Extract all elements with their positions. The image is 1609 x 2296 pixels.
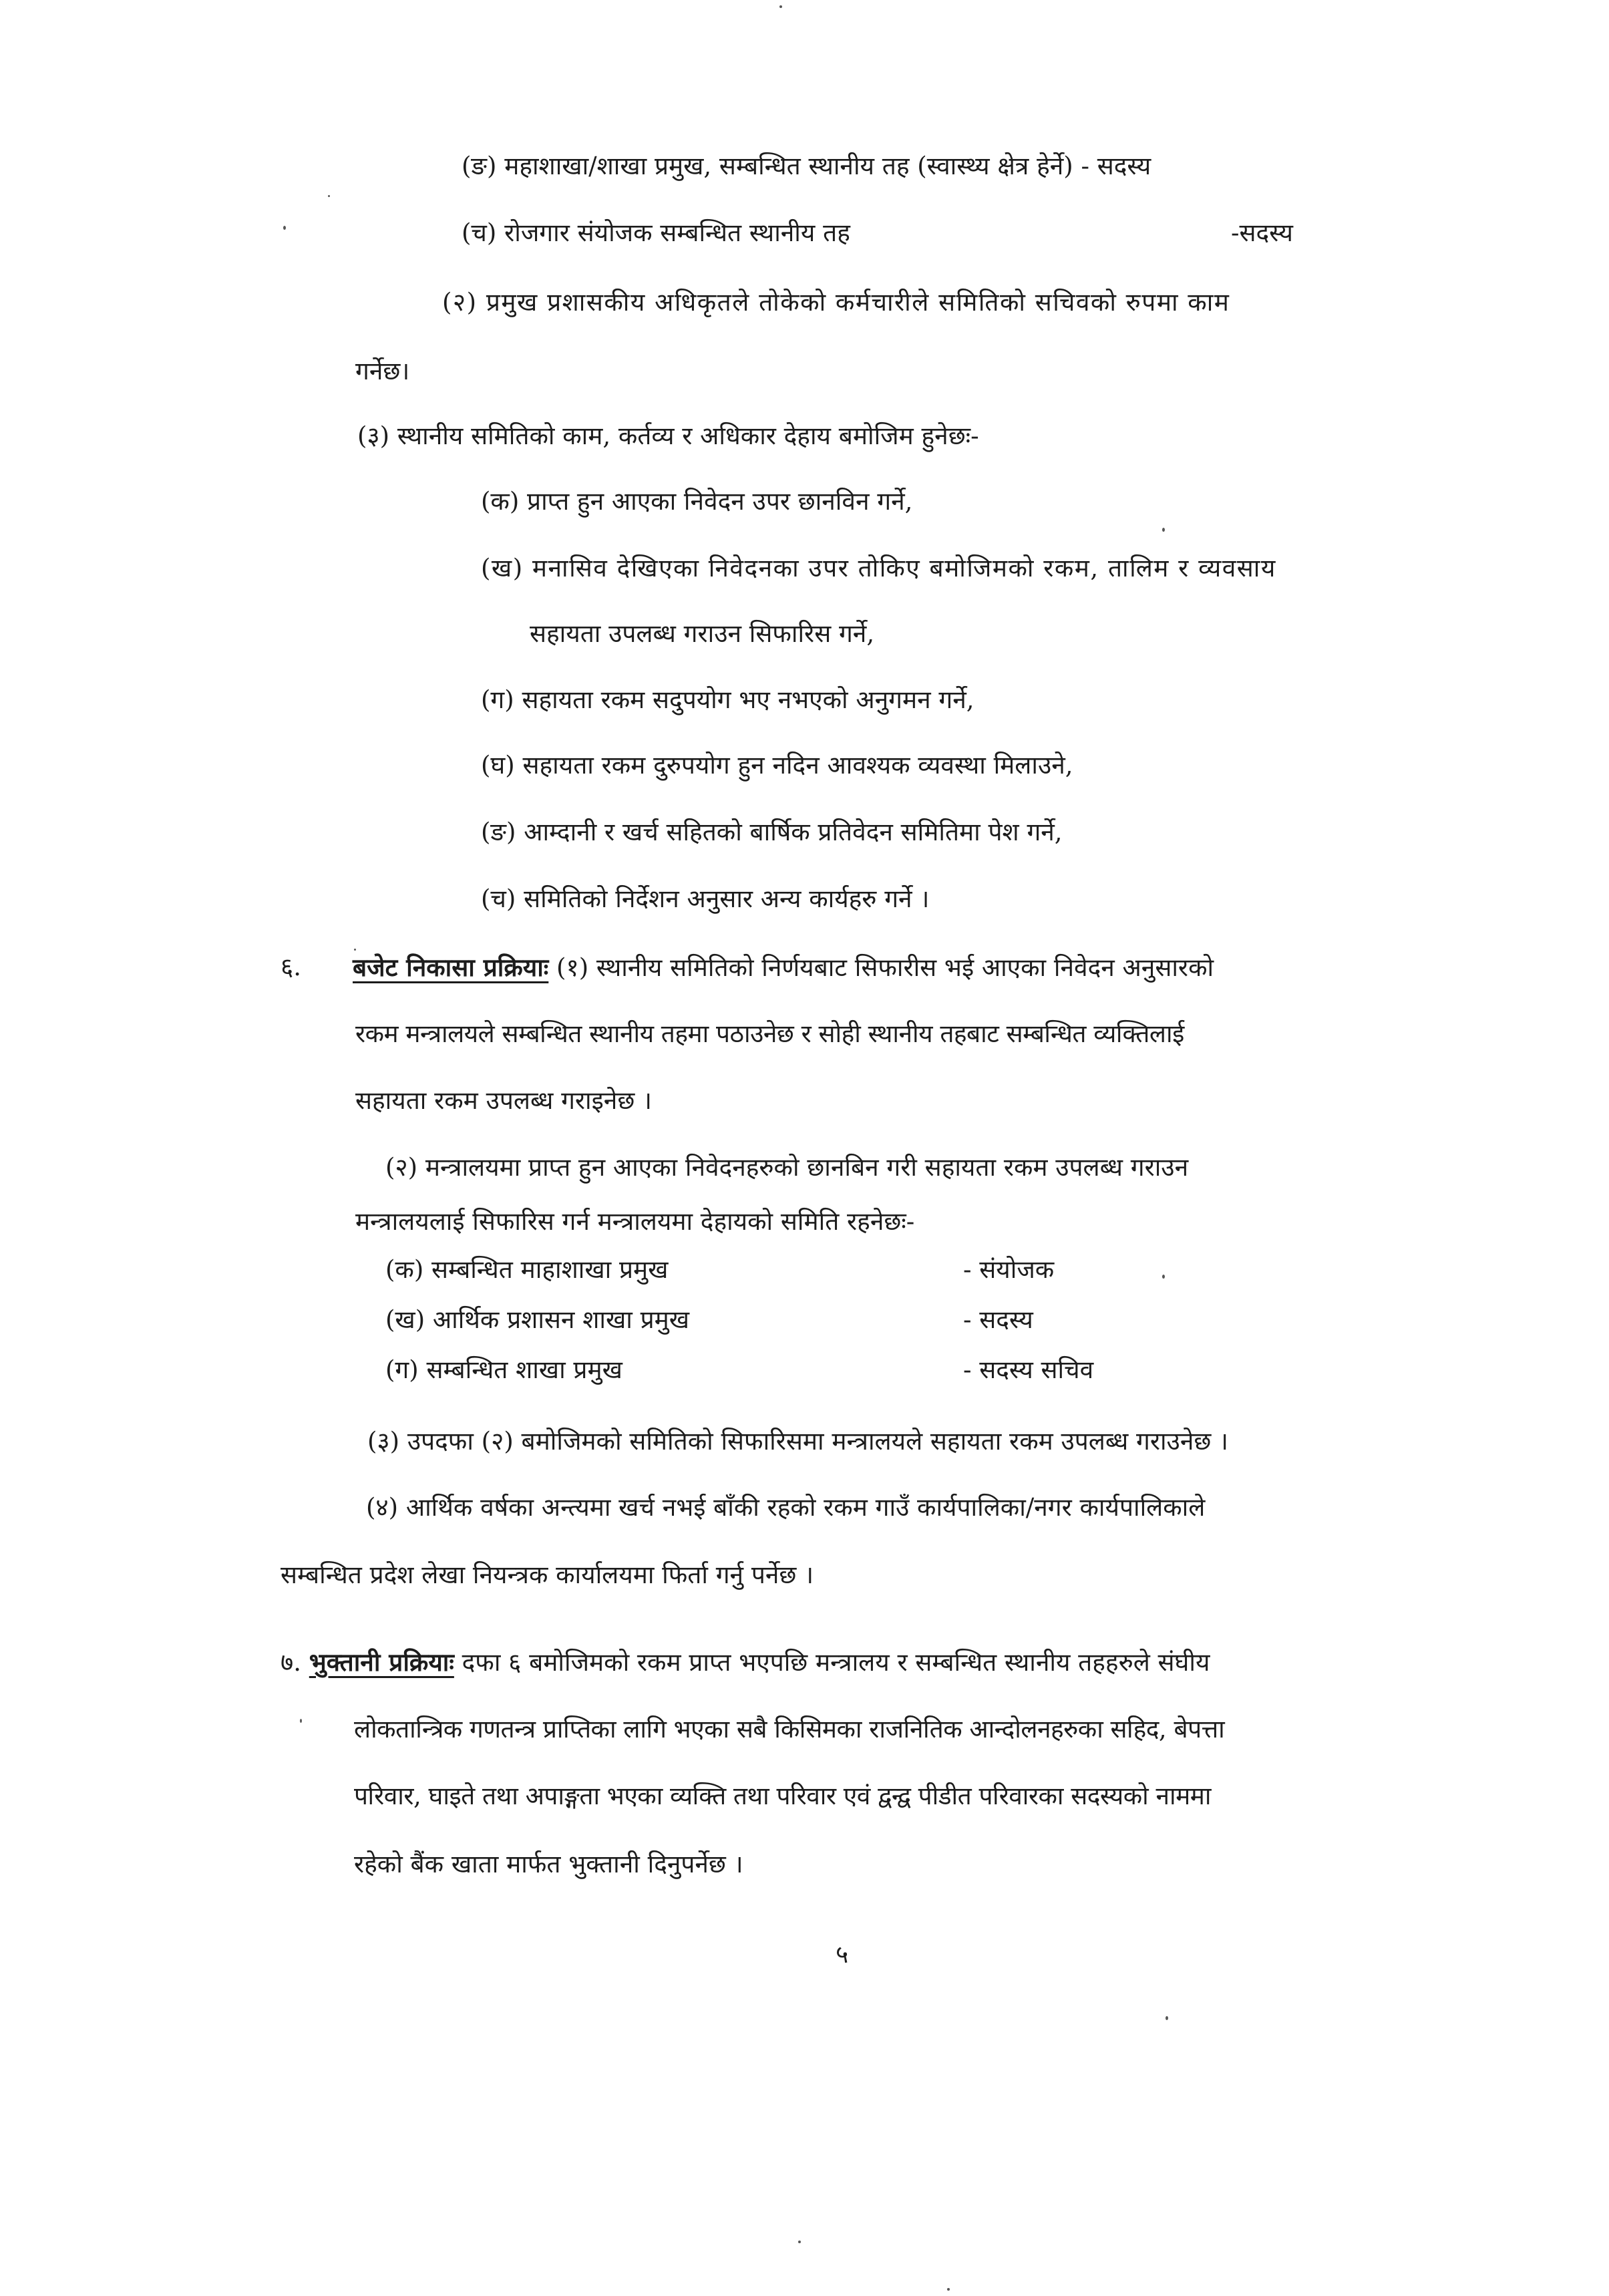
scan-speck (283, 226, 286, 230)
duty-cha: (च) समितिको निर्देशन अनुसार अन्य कार्यहरु गर्ने । (481, 884, 930, 913)
section-7-heading: भुक्तानी प्रक्रियाः (309, 1647, 454, 1677)
section-7-text-line4: रहेको बैंक खाता मार्फत भुक्तानी दिनुपर्नेछ । (354, 1850, 743, 1878)
page-number: ५ (836, 1940, 849, 1969)
committee-member-role: - सदस्य सचिव (963, 1355, 1094, 1384)
duty-gha: (घ) सहायता रकम दुरुपयोग हुन नदिन आवश्यक व्यवस्था मिलाउने, (481, 751, 1073, 780)
duty-ka: (क) प्राप्त हुन आएका निवेदन उपर छानविन गर्ने, (481, 487, 913, 516)
scan-speck (1162, 528, 1165, 532)
section-6-sub2-line1: (२) मन्त्रालयमा प्राप्त हुन आएका निवेदनहरुको छानबिन गरी सहायता रकम उपलब्ध गराउन (385, 1153, 1189, 1182)
clause-nga-member: (ङ) महाशाखा/शाखा प्रमुख, सम्बन्धित स्थानीय तह (स्वास्थ्य क्षेत्र हेर्ने) - सदस्य (462, 152, 1151, 180)
scan-speck (798, 2241, 801, 2243)
subclause-3-intro: (३) स्थानीय समितिको काम, कर्तव्य र अधिकार देहाय बमोजिम हुनेछः- (357, 422, 979, 450)
subclause-2-line1: (२) प्रमुख प्रशासकीय अधिकृतले तोकेको कर्मचारीले समितिको सचिवको रुपमा काम (442, 288, 1230, 317)
scan-speck (300, 1719, 302, 1723)
section-6-sub2-line2: मन्त्रालयलाई सिफारिस गर्न मन्त्रालयमा देहायको समिति रहनेछः- (355, 1207, 915, 1236)
section-7-line1 (281, 1648, 1210, 1677)
duty-nga: (ङ) आम्दानी र खर्च सहितको बार्षिक प्रतिवेदन समितिमा पेश गर्ने, (481, 818, 1063, 846)
section-7-text-line1: दफा ६ बमोजिमको रकम प्राप्त भएपछि मन्त्रालय र सम्बन्धित स्थानीय तहहरुले संघीय (462, 1648, 1210, 1677)
committee-member-label: (ख) आर्थिक प्रशासन शाखा प्रमुख (385, 1305, 690, 1334)
scan-speck (947, 2288, 950, 2291)
subclause-2-line2: गर्नेछ। (355, 357, 410, 385)
section-6-text-line1: (१) स्थानीय समितिको निर्णयबाट सिफारीस भई आएका निवेदन अनुसारको (556, 953, 1214, 982)
scan-speck (1166, 2016, 1168, 2020)
section-6-sub4-line1: (४) आर्थिक वर्षका अन्त्यमा खर्च नभई बाँकी रहको रकम गाउँ कार्यपालिका/नगर कार्यपालिकाले (366, 1493, 1206, 1522)
section-7-number: ७. (281, 1648, 302, 1677)
section-6-sub4-line2: सम्बन्धित प्रदेश लेखा नियन्त्रक कार्यालयमा फिर्ता गर्नु पर्नेछ । (281, 1561, 814, 1589)
committee-member-role: - संयोजक (963, 1255, 1055, 1284)
committee-member-label: (ग) सम्बन्धित शाखा प्रमुख (385, 1355, 622, 1384)
section-7-text-line3: परिवार, घाइते तथा अपाङ्गता भएका व्यक्ति तथा परिवार एवं द्वन्द्व पीडीत परिवारका सदस्यको नाममा (354, 1782, 1211, 1810)
scan-speck (779, 5, 782, 8)
section-6-sub3: (३) उपदफा (२) बमोजिमको समितिको सिफारिसमा मन्त्रालयले सहायता रकम उपलब्ध गराउनेछ । (367, 1427, 1229, 1456)
clause-cha-role: -सदस्य (1231, 218, 1294, 247)
duty-ga: (ग) सहायता रकम सदुपयोग भए नभएको अनुगमन गर्ने, (481, 685, 974, 714)
scan-speck (354, 949, 356, 951)
section-6-number: ६. (281, 953, 302, 981)
duty-kha-line1: (ख) मनासिव देखिएका निवेदनका उपर तोकिए बमोजिमको रकम, तालिम र व्यवसाय (481, 554, 1276, 583)
scan-speck (1162, 1275, 1165, 1279)
committee-member-label: (क) सम्बन्धित माहाशाखा प्रमुख (385, 1255, 669, 1284)
section-6-text-line3: सहायता रकम उपलब्ध गराइनेछ । (355, 1086, 653, 1115)
scan-speck (328, 195, 330, 197)
section-6-heading-line (353, 953, 1214, 983)
section-7-text-line2: लोकतान्त्रिक गणतन्त्र प्राप्तिका लागि भएका सबै किसिमका राजनितिक आन्दोलनहरुका सहिद, बेपत्ता (354, 1715, 1225, 1744)
clause-cha-member: (च) रोजगार संयोजक सम्बन्धित स्थानीय तह (462, 218, 850, 247)
section-6-heading: बजेट निकासा प्रक्रियाः (353, 953, 549, 982)
section-6-text-line2: रकम मन्त्रालयले सम्बन्धित स्थानीय तहमा पठाउनेछ र सोही स्थानीय तहबाट सम्बन्धित व्यक्तिलाई (355, 1019, 1184, 1048)
committee-member-role: - सदस्य (963, 1305, 1033, 1334)
duty-kha-line2: सहायता उपलब्ध गराउन सिफारिस गर्ने, (530, 619, 875, 648)
